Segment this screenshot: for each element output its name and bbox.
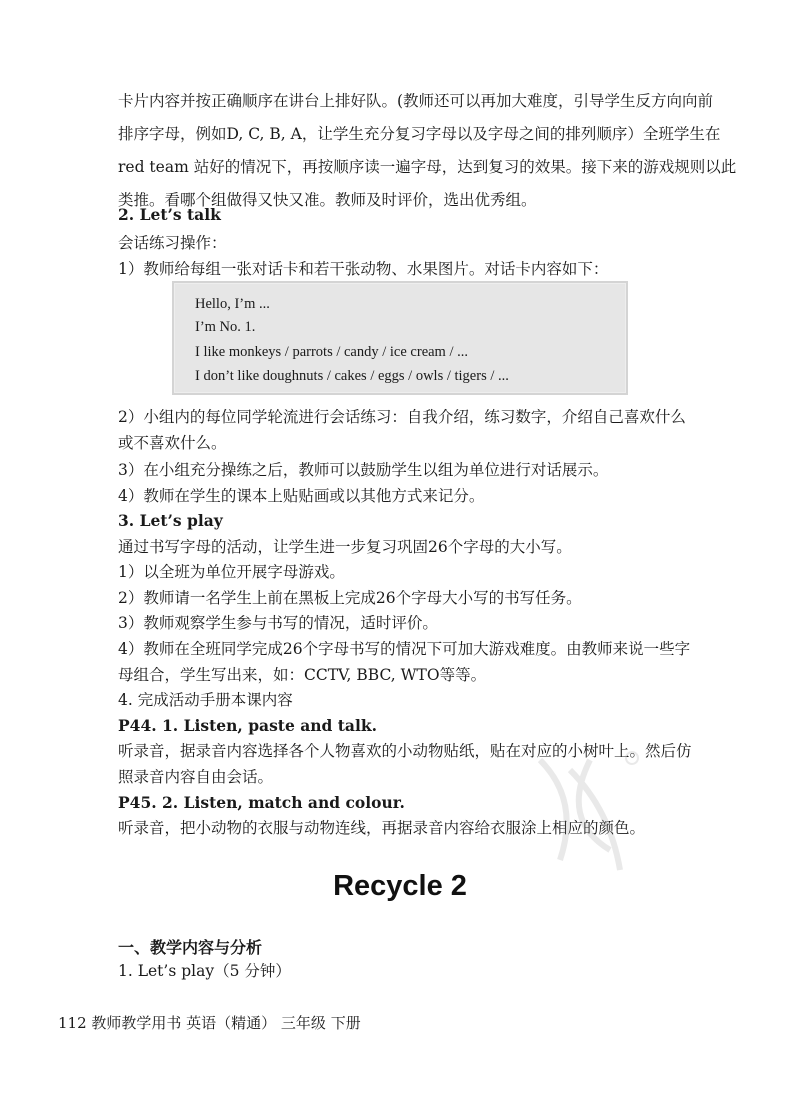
- play-heading: 3. Let’s play: [118, 511, 223, 530]
- talk-step-2-line-2: 或不喜欢什么。: [118, 434, 227, 452]
- page-footer: 112 教师教学用书 英语（精通） 三年级 下册: [58, 1014, 361, 1032]
- talk-step-2-line-1: 2）小组内的每位同学轮流进行会话练习：自我介绍，练习数字，介绍自己喜欢什么: [118, 408, 686, 426]
- play-step-1: 1）以全班为单位开展字母游戏。: [118, 563, 345, 581]
- play-intro: 通过书写字母的活动，让学生进一步复习巩固26个字母的大小写。: [118, 538, 572, 556]
- dialog-line-2: I’m No. 1.: [195, 319, 256, 335]
- recycle-title: Recycle 2: [333, 870, 467, 902]
- p44-line-2: 照录音内容自由会话。: [118, 768, 274, 786]
- p44-line-1: 听录音，据录音内容选择各个人物喜欢的小动物贴纸，贴在对应的小树叶上。然后仿: [118, 742, 692, 760]
- p45-line-1: 听录音，把小动物的衣服与动物连线，再据录音内容给衣服涂上相应的颜色。: [118, 819, 646, 837]
- paragraph-line-3: red team 站好的情况下，再按顺序读一遍字母，达到复习的效果。接下来的游戏规则以此: [118, 158, 737, 176]
- talk-step-3: 3）在小组充分操练之后，教师可以鼓励学生以组为单位进行对话展示。: [118, 461, 609, 479]
- recycle-sub-heading: 1. Let’s play（5 分钟）: [118, 962, 291, 980]
- talk-heading: 2. Let’s talk: [118, 205, 221, 224]
- dialog-line-4: I don’t like doughnuts / cakes / eggs / owls / tigers / ...: [195, 368, 509, 384]
- talk-step-1: 1）教师给每组一张对话卡和若干张动物、水果图片。对话卡内容如下：: [118, 260, 609, 278]
- dialog-line-1: Hello, I’m ...: [195, 296, 270, 312]
- play-step-2: 2）教师请一名学生上前在黑板上完成26个字母大小写的书写任务。: [118, 589, 582, 607]
- play-step-3: 3）教师观察学生参与书写的情况，适时评价。: [118, 614, 438, 632]
- dialog-line-3: I like monkeys / parrots / candy / ice cream / ...: [195, 344, 468, 360]
- paragraph-line-4: 类推。看哪个组做得又快又准。教师及时评价，选出优秀组。: [118, 191, 537, 209]
- publisher-watermark-icon: [520, 740, 640, 880]
- p45-heading: P45. 2. Listen, match and colour.: [118, 793, 405, 812]
- workbook-heading: 4. 完成活动手册本课内容: [118, 691, 293, 709]
- talk-step-4: 4）教师在学生的课本上贴贴画或以其他方式来记分。: [118, 487, 485, 505]
- paragraph-line-1: 卡片内容并按正确顺序在讲台上排好队。(教师还可以再加大难度，引导学生反方向向前: [118, 92, 714, 110]
- play-step-4-line-1: 4）教师在全班同学完成26个字母书写的情况下可加大游戏难度。由教师来说一些字: [118, 640, 691, 658]
- dialog-card: [172, 281, 628, 395]
- p44-heading: P44. 1. Listen, paste and talk.: [118, 716, 377, 735]
- section-heading: 一、教学内容与分析: [118, 938, 263, 957]
- play-step-4-line-2: 母组合，学生写出来，如：CCTV, BBC, WTO等等。: [118, 666, 487, 684]
- paragraph-line-2: 排序字母，例如D, C, B, A，让学生充分复习字母以及字母之间的排列顺序）全班学生在: [118, 125, 721, 143]
- talk-intro: 会话练习操作：: [118, 234, 227, 252]
